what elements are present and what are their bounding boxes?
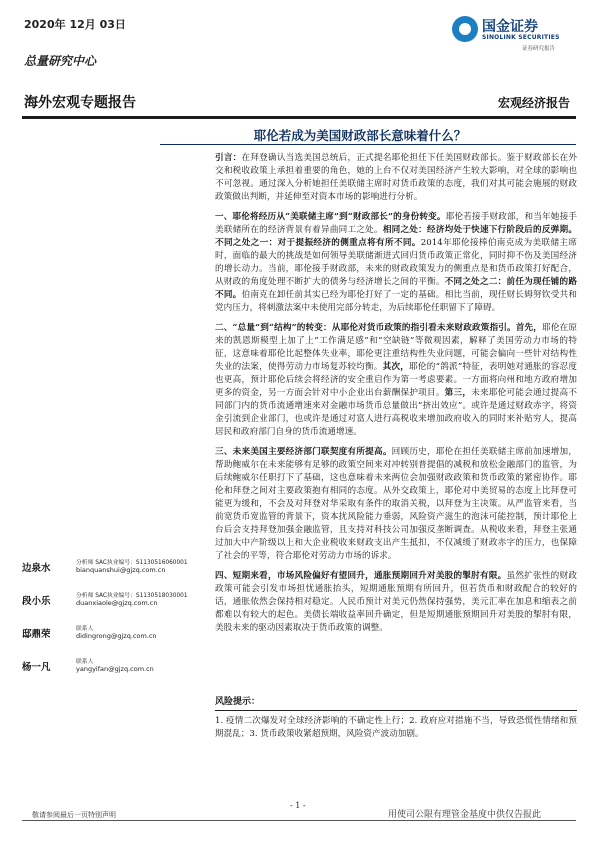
section-1-text-a: 耶伦若接手财政部，和当年她接手美联储所在的经济背景有着异曲同工之处。 xyxy=(215,212,577,235)
risk-divider xyxy=(215,710,577,711)
intro-text: 在拜登确认当选美国总统后，正式提名耶伦担任下任美国财政部长。鉴于财政部长在外交和税收政策上承担着重要的角色，她的上台不仅对美国经济产生较大影响，对全球的影响也不可忽视。通过深入分析她担任美联储主席时对货币政策的态度，我们对其可能会施展的财政政策做出判断，并延伸至对资本市场的影响进行分析。 xyxy=(215,153,578,202)
author-name: 杨一凡 xyxy=(22,662,51,673)
report-series-title: 海外宏观专题报告 xyxy=(24,95,136,111)
author-email: didingrong@gjzq.com.cn xyxy=(76,632,157,640)
report-date: 2020年 12月 03日 xyxy=(24,18,126,31)
section-2-bold-c: 其次， xyxy=(382,362,410,372)
author-entry xyxy=(22,655,207,679)
section-1-bold-b: 相同之处：经济均处于快速下行阶段后的反弹期。不同之处之一：对于提振经济的侧重点将有所不同。 xyxy=(215,225,577,248)
author-credential: 联系人 xyxy=(76,626,94,632)
main-body xyxy=(215,152,577,635)
author-entry xyxy=(22,556,207,580)
intro-label: 引言： xyxy=(215,153,242,163)
section-2-text-f: 未来耶伦可能会通过提高不同部门内的货币流通增速来对金融市场货币总量做出“挤出效应”。或许是通过财政赤字，将资金引流到企业部门，也或许是通过对富人进行高税收来增加政府收入的同时来补贴穷人，提高居民和政府部门自身的货币流通增速。 xyxy=(215,388,577,437)
logo-cn-text: 国金证券 xyxy=(482,19,538,35)
logo-sub-text: 证券研究报告 xyxy=(522,46,556,52)
section-3-paragraph xyxy=(215,446,577,563)
risk-section xyxy=(215,694,577,741)
section-2-bold-e: 第三， xyxy=(444,388,472,398)
author-name: 边泉水 xyxy=(22,563,51,574)
risk-heading: 风险提示： xyxy=(215,697,261,707)
author-email: duanxiaole@gjzq.com.cn xyxy=(76,599,158,607)
section-3-text: 回顾历史，耶伦在担任美联储主席前加速增加，帮助鲍威尔在未来能够有足够的政策空间来对冲转别普提倡的减税和放松金融部门的监管，为后续鲍威尔任职打下了基础，这也意味着未来两位会加强财政政策和货币政策的紧密协作。耶伦和拜登之间对主要政策抱有相同的态度。从外交政策上，耶伦对中美贸易的态度上比拜登可能更为缓和，不会及对拜登对华采取有条件的取消关税，以拜登为主决策。从严监管来看，当前宽货币宽监管的背景下，资本扰风险能力垂弱，风险资产滋生的泡沫可能控制，预计耶伦上台后会支持拜登加强金融监管，且支持对科技公司加强反垄断调查。从税收来看，拜登主张通过加大中产阶级以上和大企业税收来财政支出产生抵扣，不仅减缓了财政赤字的压力，也保障了社会的平等，符合耶伦对劳动力市场的诉求。 xyxy=(215,447,577,561)
author-list xyxy=(22,556,207,688)
intro-paragraph xyxy=(215,152,577,204)
footer-notice: 用使司公限有理管金基度中供仅告报此 xyxy=(388,810,542,820)
author-credential: 分析师 SAC执业编号：S1130518030001 xyxy=(76,593,188,599)
title-divider xyxy=(160,144,576,145)
section-4-text: 虽然扩张性的财政政策可能会引发市场担忧通胀抬头，短期通胀预期有所回升，但若货币和财政配合的较好的话，通胀依然会保持相对稳定。人民币预计对美元仍然保持强势，美元汇率在加息和缩表之前都难以有较大的起色。美债长端收益率回升确定，但是短期通胀预期回升对美股的掣肘有限，美股未来的驱动因素取决于货币政策的调整。 xyxy=(215,571,577,633)
section-1-text-e: 伯南克在卸任前其实已经为耶伦打好了一定的基础。相比当前，现任财长姆努钦受共和党内压力，将刺激法案中未使用完部分转走，为后续耶伦任职留下了障碍。 xyxy=(215,290,578,313)
section-3-heading: 三、未来美国主要经济部门联契度有所提高。 xyxy=(215,447,392,457)
report-category: 宏观经济报告 xyxy=(497,96,570,110)
document-title: 耶伦若成为美国财政部长意味着什么？ xyxy=(253,128,467,143)
logo-en-text: SINOLINK SECURITIES xyxy=(482,34,560,41)
logo-circle-icon xyxy=(452,16,478,42)
author-email: bianquanshui@gjzq.com.cn xyxy=(76,566,166,574)
page-number: - 1 - xyxy=(290,801,306,810)
author-email: yangyifan@gjzq.com.cn xyxy=(76,665,154,673)
research-center: 总量研究中心 xyxy=(24,54,97,68)
section-1-text-c: 2014年耶伦接棒伯南克成为美联储主席时，面临的最大的挑战是如何领导美联储渐进式回归货币政策正常化，同时抑不伤及美国经济的增长动力。当前，耶伦接手财政部，未来的财政政策发力的侧重点是和货币政策打好配合，从财政的角度处理不断扩大的债务与经济增长之间的平衡。 xyxy=(215,238,577,287)
footer-divider xyxy=(22,820,576,821)
section-2-text-b: 耶伦在原来的凯恩斯模型上加了上“工作满足感”和“空缺链”等微观因素，解释了美国劳动力市场的特征，这意味着耶伦比起整体失业率，耶伦更注重结构性失业问题，可能会偏向一些针对结构性失业的法案，使得劳动力市场复苏较均衡。 xyxy=(215,323,578,372)
section-2-paragraph xyxy=(215,322,577,439)
risk-text: 1. 疫情二次爆发对全球经济影响的不确定性上行；2. 政府应对措施不当，导致恐慌性情绪和预期混乱；3. 货币政策收紧超预期，风险资产波动加剧。 xyxy=(215,716,577,739)
section-1-bold-d: 不同之处之二：前任为现任铺的路不同。 xyxy=(215,277,577,300)
section-4-heading: 四、短期来看，市场风险偏好有望回升，通胀预期回升对美股的掣肘有限。 xyxy=(215,571,507,581)
author-credential: 分析师 SAC执业编号：S1130516060001 xyxy=(76,560,188,566)
section-1-heading: 一、耶伦将经历从“美联储主席”到“财政部长”的身份转变。 xyxy=(215,212,446,222)
section-1-paragraph xyxy=(215,211,577,315)
section-4-paragraph xyxy=(215,570,577,635)
company-logo xyxy=(452,14,572,54)
footer-disclaimer: 敬请参阅最后一页特别声明 xyxy=(32,811,116,819)
section-2-text-d: 耶伦的“鸽派”特征，表明她对通胀的容忍度也更高，预计耶伦后续会将经济的安全重启作为第一考虑要素。一方面将向州和地方政府增加更多的资金，另一方面会针对中小企业出台薪酬保护项目。 xyxy=(215,362,577,398)
section-2-heading: 二、“总量”到“结构”的转变：从耶伦对货币政策的指引看未来财政政策指引。 xyxy=(215,323,516,333)
author-credential: 联系人 xyxy=(76,659,94,665)
author-entry xyxy=(22,622,207,646)
section-2-bold-a: 首先， xyxy=(515,323,543,333)
author-entry xyxy=(22,589,207,613)
author-name: 邸鼎荣 xyxy=(22,629,51,640)
header-divider xyxy=(22,116,576,119)
author-name: 段小乐 xyxy=(22,596,51,607)
